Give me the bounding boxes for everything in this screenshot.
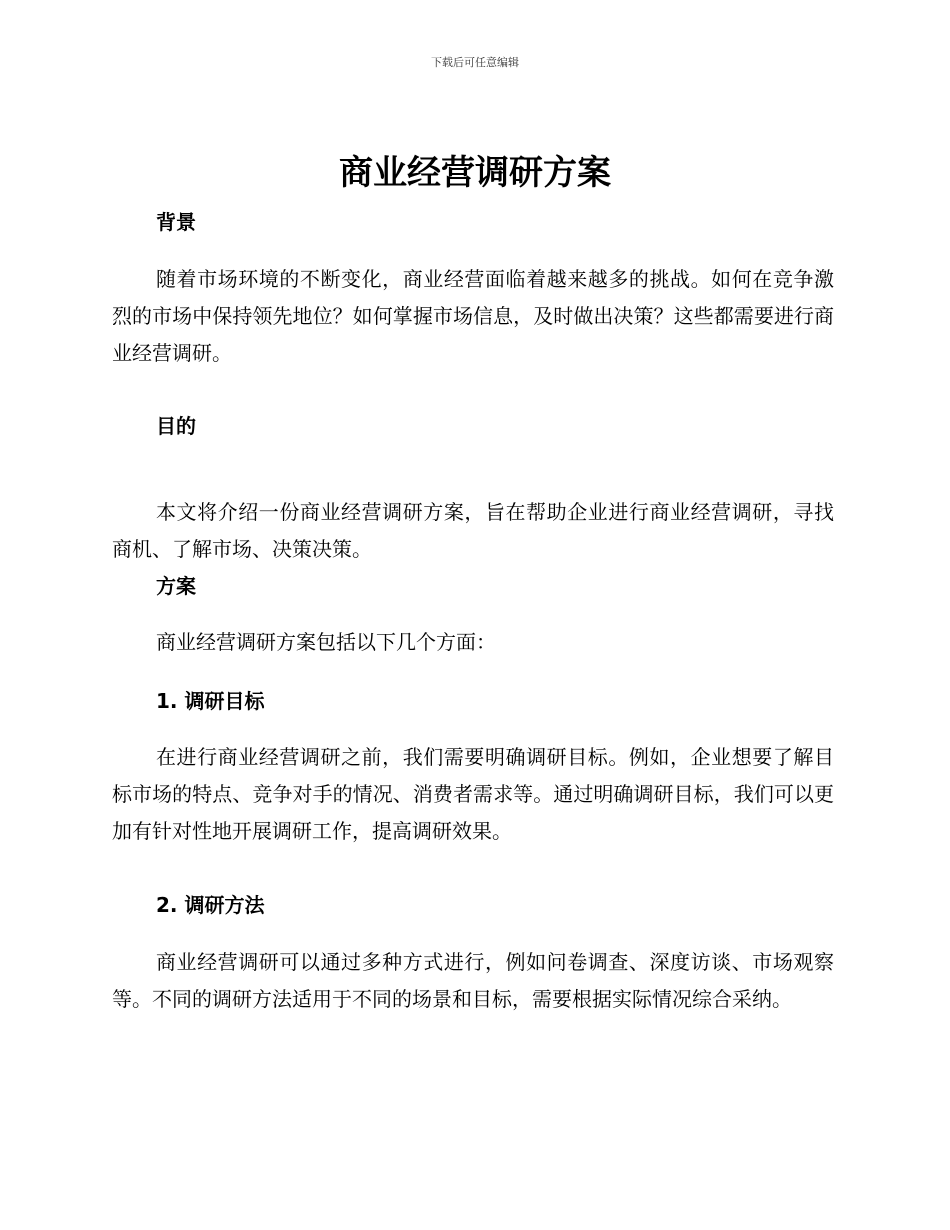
- heading-purpose: 目的: [156, 414, 196, 438]
- paragraph-plan: 商业经营调研方案包括以下几个方面：: [156, 630, 496, 654]
- heading-plan: 方案: [156, 574, 196, 598]
- heading-goal: 1. 调研目标: [156, 689, 265, 713]
- paragraph-purpose: 本文将介绍一份商业经营调研方案，旨在帮助企业进行商业经营调研，寻找商机、了解市场、决策决策。: [112, 500, 834, 561]
- paragraph-method: 商业经营调研可以通过多种方式进行，例如问卷调查、深度访谈、市场观察等。不同的调研方法适用于不同的场景和目标，需要根据实际情况综合采纳。: [112, 950, 834, 1011]
- heading-background: 背景: [156, 210, 196, 234]
- paragraph-background: 随着市场环境的不断变化，商业经营面临着越来越多的挑战。如何在竞争激烈的市场中保持领先地位？如何掌握市场信息，及时做出决策？这些都需要进行商业经营调研。: [112, 267, 834, 365]
- paragraph-goal: 在进行商业经营调研之前，我们需要明确调研目标。例如，企业想要了解目标市场的特点、竞争对手的情况、消费者需求等。通过明确调研目标，我们可以更加有针对性地开展调研工作，提高调研效果。: [112, 745, 834, 843]
- heading-method: 2. 调研方法: [156, 893, 265, 917]
- document-title: 商业经营调研方案: [339, 153, 611, 193]
- header-note: 下载后可任意编辑: [431, 56, 519, 69]
